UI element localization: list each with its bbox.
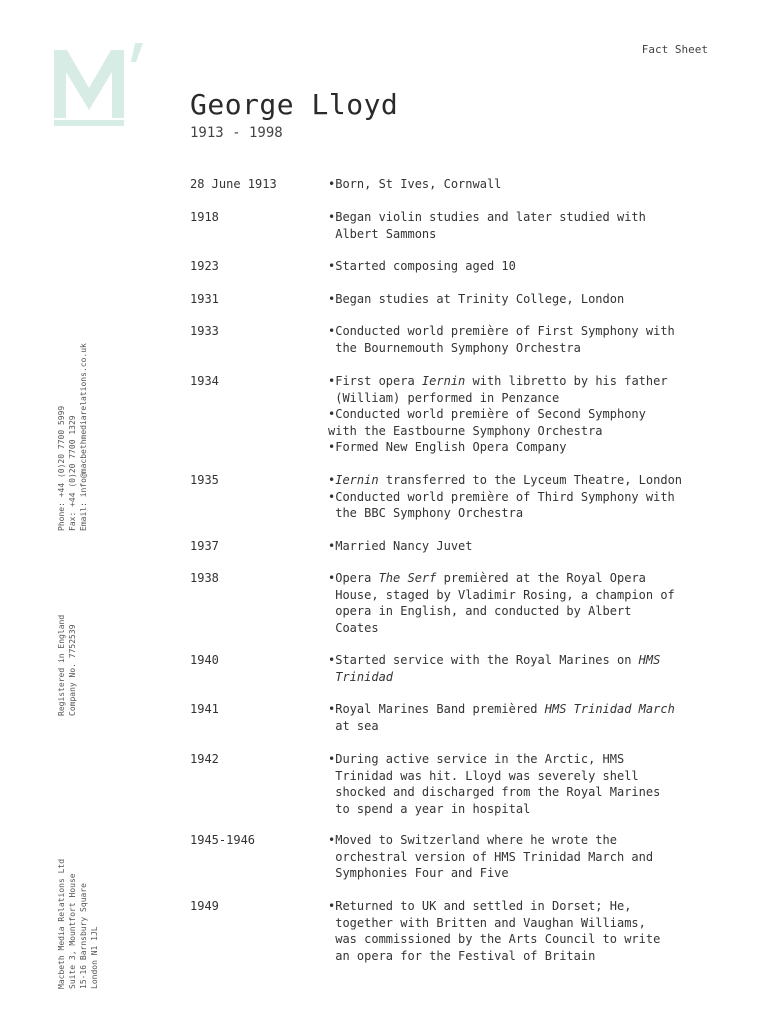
timeline-year: 1933	[190, 324, 219, 338]
timeline-event: •During active service in the Arctic, HMS Trinidad was hit. Lloyd was severely shell shocked and discharged from the Royal Marines to spend a year in hospital	[328, 752, 661, 816]
timeline-event: •Moved to Switzerland where he wrote the orchestral version of HMS Trinidad March and Symphonies Four and Five	[328, 833, 654, 880]
timeline-events	[328, 472, 718, 522]
timeline-year: 1949	[190, 899, 219, 913]
timeline-events	[328, 373, 718, 456]
timeline-year: 1935	[190, 473, 219, 487]
timeline-event: •Iernin transferred to the Lyceum Theatre, London	[328, 473, 683, 487]
timeline-events	[328, 701, 718, 734]
timeline-event: •Started composing aged 10	[328, 259, 516, 273]
contact-details: Phone: +44 (0)20 7700 5999 Fax: +44 (0)20 7700 1329 Email: info@macbethmediarelations.co.uk	[57, 343, 88, 531]
page-title: George Lloyd	[190, 88, 399, 121]
timeline-events	[328, 832, 718, 882]
company-registration: Registered in England Company No. 7752539	[57, 614, 77, 716]
timeline-events	[328, 209, 718, 242]
postal-address: Macbeth Media Relations Ltd Suite 3, Mountfort House 15-16 Barnsbury Square London N1 1JL	[57, 858, 99, 989]
timeline-event: •Opera The Serf premièred at the Royal Opera House, staged by Vladimir Rosing, a champion of opera in English, and conducted by Albert Coates	[328, 571, 675, 635]
document-type-label: Fact Sheet	[641, 43, 708, 56]
timeline-event: •Returned to UK and settled in Dorset; He, together with Britten and Vaughan Williams, was commissioned by the Arts Council to write an opera for the Festival of Britain	[328, 899, 661, 963]
timeline-events	[328, 538, 718, 555]
company-logo	[52, 40, 144, 132]
timeline-year: 1918	[190, 210, 219, 224]
life-dates: 1913 - 1998	[190, 125, 283, 141]
timeline-event: •First opera Iernin with libretto by his father (William) performed in Penzance	[328, 374, 668, 405]
timeline-events	[328, 323, 718, 356]
timeline-year: 1937	[190, 539, 219, 553]
timeline-event: •Conducted world première of Third Symphony with the BBC Symphony Orchestra	[328, 489, 675, 520]
timeline-event: •Formed New English Opera Company	[328, 440, 567, 454]
timeline-events	[328, 258, 718, 275]
timeline-events	[328, 570, 718, 636]
timeline-event: •Started service with the Royal Marines on HMS Trinidad	[328, 653, 661, 684]
timeline-events	[328, 751, 718, 817]
timeline-event: •Born, St Ives, Cornwall	[328, 177, 502, 191]
timeline-event: •Conducted world première of Second Symphony with the Eastbourne Symphony Orchestra	[328, 407, 646, 438]
timeline-year: 1938	[190, 571, 219, 585]
timeline-year: 1945-1946	[190, 833, 256, 847]
timeline-event: •Began violin studies and later studied with Albert Sammons	[328, 210, 646, 241]
timeline-events	[328, 176, 718, 193]
timeline-year: 1941	[190, 702, 219, 716]
timeline-events	[328, 652, 718, 685]
timeline-events	[328, 898, 718, 964]
timeline-year: 1940	[190, 653, 219, 667]
timeline-events	[328, 291, 718, 308]
timeline-year: 1934	[190, 374, 219, 388]
timeline-year: 1931	[190, 292, 219, 306]
timeline-event: •Began studies at Trinity College, London	[328, 292, 625, 306]
timeline-event: •Married Nancy Juvet	[328, 539, 473, 553]
timeline-year: 1923	[190, 259, 219, 273]
timeline-event: •Royal Marines Band premièred HMS Trinidad March at sea	[328, 702, 675, 733]
timeline-event: •Conducted world première of First Symphony with the Bournemouth Symphony Orchestra	[328, 324, 675, 355]
timeline-year: 1942	[190, 752, 219, 766]
timeline-year: 28 June 1913	[190, 177, 277, 191]
